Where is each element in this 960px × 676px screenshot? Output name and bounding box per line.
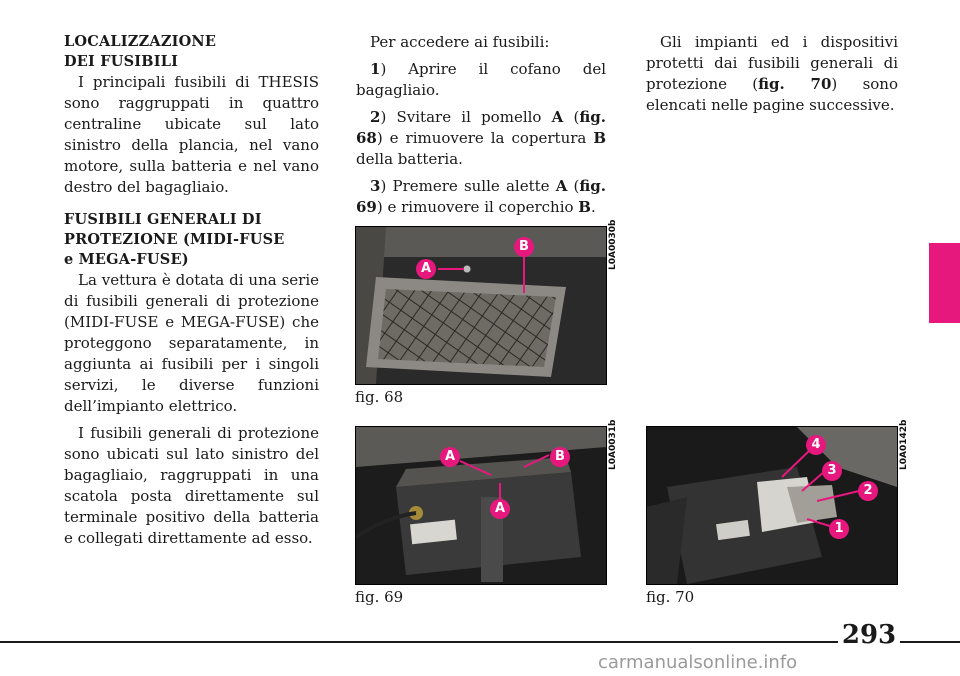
column-2 [356, 32, 606, 218]
paragraph-localization: I principali fusibili di THESIS sono raggruppati in quattro centraline ubicate sul lato sinistro della plancia, nel vano motore, sulla batteria e nel vano destro del bagagliaio. [64, 73, 319, 196]
marker-b: B [550, 447, 570, 467]
marker-4: 4 [806, 435, 826, 455]
fig-69-caption: fig. 69 [355, 588, 404, 606]
fig-70-caption: fig. 70 [646, 588, 695, 606]
step-1: 1) Aprire il cofano del bagagliaio. [356, 60, 606, 99]
marker-1: 1 [829, 519, 849, 539]
section-tab [929, 243, 960, 323]
page-number: 293 [841, 620, 897, 650]
fig-68-code: L0A0030b [608, 219, 618, 270]
marker-3: 3 [822, 461, 842, 481]
fig-70-code: L0A0142b [899, 419, 909, 470]
step-2: 2) Svitare il pomello A (fig. 68) e rimuovere la copertura B della batteria. [356, 108, 606, 168]
marker-a: A [416, 259, 436, 279]
fig-68-photo [355, 226, 607, 385]
watermark: carmanualsonline.info [598, 652, 798, 673]
fig-68-caption: fig. 68 [355, 388, 404, 406]
paragraph-fuse-location: I fusibili generali di protezione sono ubicati sul lato sinistro del bagagliaio, raggruppati in una scatola posta direttamente sul terminale positivo della batteria e collegati direttamente ad esso. [64, 424, 319, 547]
column-3 [646, 32, 898, 116]
marker-2: 2 [858, 481, 878, 501]
column-1 [64, 32, 319, 549]
step-3: 3) Premere sulle alette A (fig. 69) e rimuovere il coperchio B. [356, 177, 607, 216]
fig-69-code: L0A0031b [608, 419, 618, 470]
fig-69-photo [355, 426, 607, 585]
section-heading-localization: LOCALIZZAZIONE DEI FUSIBILI [64, 33, 217, 70]
marker-a-bottom: A [490, 499, 510, 519]
marker-b: B [514, 237, 534, 257]
footer-rule-right [900, 641, 960, 643]
protected-devices-paragraph: Gli impianti ed i dispositivi protetti dai fusibili generali di protezione (fig. 70) sono elencati nelle pagine successive. [646, 33, 898, 114]
marker-a-top: A [440, 447, 460, 467]
footer-rule-left [0, 641, 838, 643]
section-heading-general-fuses: FUSIBILI GENERALI DI PROTEZIONE (MIDI-FUSE e MEGA-FUSE) [64, 211, 285, 268]
fig-70-photo [646, 426, 898, 585]
paragraph-general-fuses: La vettura è dotata di una serie di fusibili generali di protezione (MIDI-FUSE e MEGA-FUSE) che proteggono separatamente, in aggiunta ai fusibili per i singoli servizi, le diverse funzioni dell’impianto elettrico. [64, 271, 319, 415]
access-intro: Per accedere ai fusibili: [370, 33, 550, 51]
